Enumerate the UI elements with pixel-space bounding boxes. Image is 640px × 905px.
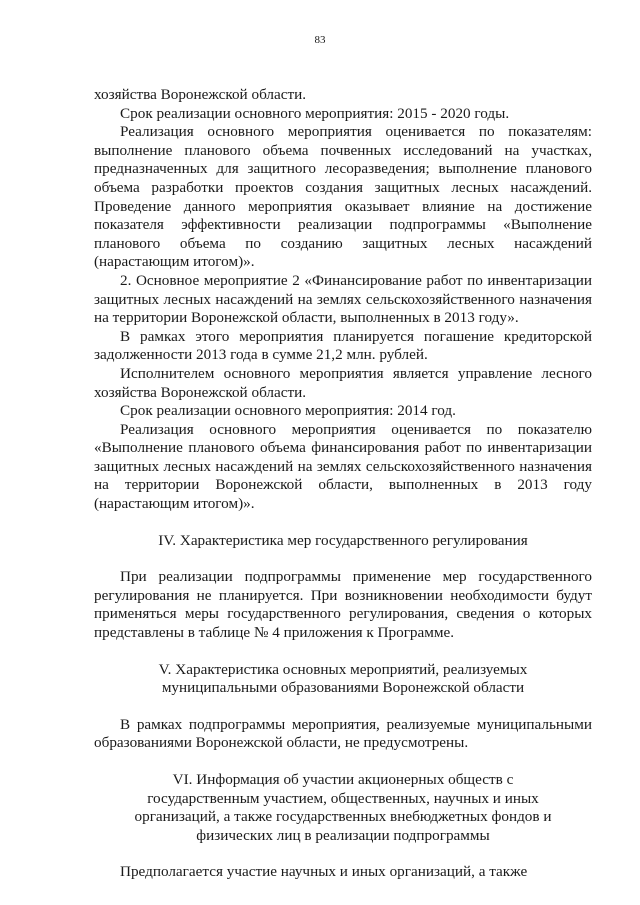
paragraph-activity-2: 2. Основное мероприятие 2 «Финансирование работ по инвентаризации защитных лесных насаждений на землях сельскохозяйственного назначения на территории Воронежской области, выполненных в 2013 году». xyxy=(94,271,592,327)
paragraph-debt: В рамках этого мероприятия планируется погашение кредиторской задолженности 2013 года в сумме 21,2 млн. рублей. xyxy=(94,327,592,364)
paragraph-evaluation-2: Реализация основного мероприятия оценивается по показателю «Выполнение планового объема финансирования работ по инвентаризации защитных лесных насаждений на землях сельскохозяйственного назначения на территории Воронежской области, выполненных в 2013 году (нарастающим итогом)». xyxy=(94,420,592,513)
paragraph-municipal: В рамках подпрограммы мероприятия, реализуемые муниципальными образованиями Воронежской области, не предусмотрены. xyxy=(94,715,592,752)
paragraph-term-1: Срок реализации основного мероприятия: 2015 - 2020 годы. xyxy=(120,104,510,122)
paragraph-participation: Предполагается участие научных и иных организаций, а также xyxy=(120,863,528,881)
paragraph-evaluation-1: Реализация основного мероприятия оценивается по показателям: выполнение планового объема почвенных исследований на участках, предназначенных для защитного лесоразведения; выполнение планового объема разработки проектов создания защитных лесных насаждений. Проведение данного мероприятия оказывает влияние на достижение показателя эффективности реализации подпрограммы «Выполнение планового объема по созданию защитных лесных насаждений (нарастающим итогом)». xyxy=(94,123,592,271)
heading-vi-line-1: VI. Информация об участии акционерных обществ с xyxy=(172,771,514,788)
section-heading-v xyxy=(94,661,592,698)
page-number: 83 xyxy=(314,34,326,46)
section-heading-iv: IV. Характеристика мер государственного регулирования xyxy=(158,531,528,549)
paragraph-regulation: При реализации подпрограммы применение мер государственного регулирования не планируется. При возникновении необходимости будут применяться меры государственного регулирования, сведения о которых представлены в таблице № 4 приложения к Программе. xyxy=(94,568,592,642)
heading-vi-line-3: организаций, а также государственных внебюджетных фондов и xyxy=(134,808,552,826)
document-body xyxy=(94,86,592,882)
heading-vi-line-4: физических лиц в реализации подпрограммы xyxy=(196,826,490,844)
paragraph-continuation: хозяйства Воронежской области. xyxy=(94,86,307,103)
paragraph-executor: Исполнителем основного мероприятия является управление лесного хозяйства Воронежской области. xyxy=(94,364,592,401)
heading-v-line-2: муниципальными образованиями Воронежской области xyxy=(161,679,525,697)
heading-v-line-1: V. Характеристика основных мероприятий, реализуемых xyxy=(158,660,528,678)
paragraph-term-2: Срок реализации основного мероприятия: 2014 год. xyxy=(120,402,456,420)
heading-vi-line-2: государственным участием, общественных, научных и иных xyxy=(147,789,539,807)
section-heading-vi xyxy=(94,771,592,845)
